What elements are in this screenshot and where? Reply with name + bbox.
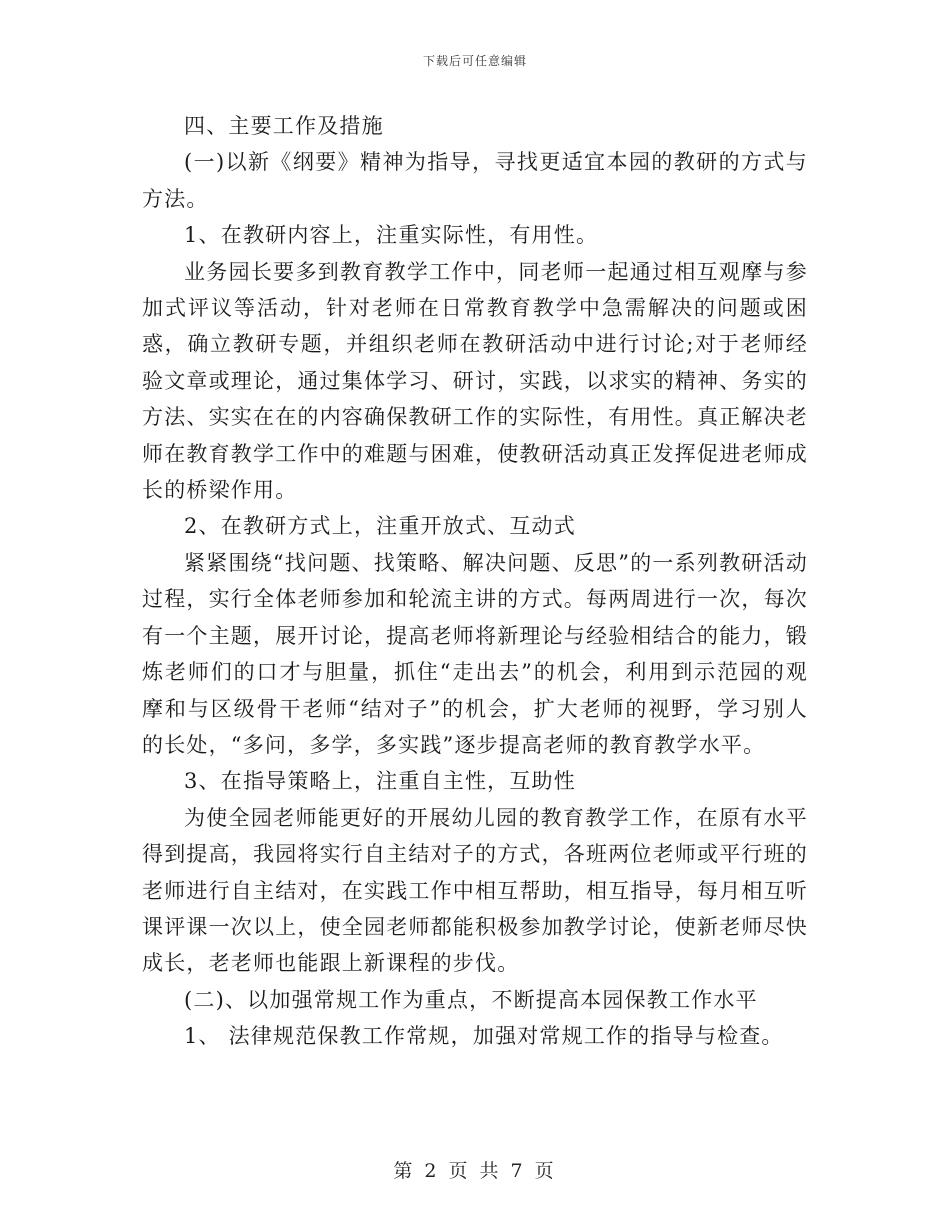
section-heading: 四、主要工作及措施 [184,114,384,138]
page-number-footer: 第 2 页 共 7 页 [393,1160,557,1182]
page-header: 下载后可任意编辑 [422,54,527,68]
item-heading: 1、在教研内容上，注重实际性，有用性。 [184,223,599,248]
body-paragraph: 紧紧围绕“找问题、找策略、解决问题、反思”的一系列教研活动过程，实行全体老师参加和轮流主讲的方式。每两周进行一次，每次有一个主题，展开讨论，提高老师将新理论与经验相结合的能力，锻炼老师们的口才与胆量，抓住“走出去”的机会，利用到示范园的观摩和与区级骨干老师“结对子”的机会，扩大老师的视野，学习别人的长处，“多问，多学，多实践”逐步提高老师的教育教学水平。 [142,550,808,757]
item-heading: 3、在指导策略上，注重自主性，互助性 [184,769,576,794]
body-paragraph: 业务园长要多到教育教学工作中，同老师一起通过相互观摩与参加式评议等活动，针对老师在日常教育教学中急需解决的问题或困惑，确立教研专题，并组织老师在教研活动中进行讨论;对于老师经验文章或理论，通过集体学习、研讨，实践，以求实的精神、务实的方法、实实在在的内容确保教研工作的实际性，有用性。真正解决老师在教育教学工作中的难题与困难，使教研活动真正发挥促进老师成长的桥梁作用。 [142,259,808,503]
subsection-heading: (二)、以加强常规工作为重点，不断提高本园保教工作水平 [184,987,758,1012]
subsection-heading: (一)以新《纲要》精神为指导，寻找更适宜本园的教研的方式与方法。 [142,150,808,211]
body-paragraph: 为使全园老师能更好的开展幼儿园的教育教学工作，在原有水平得到提高，我园将实行自主结对子的方式，各班两位老师或平行班的老师进行自主结对，在实践工作中相互帮助，相互指导，每月相互听课评课一次以上，使全园老师都能积极参加教学讨论，使新老师尽快成长，老老师也能跟上新课程的步伐。 [142,805,808,976]
item-heading: 2、在教研方式上，注重开放式、互动式 [184,514,576,539]
document-body [142,108,808,1055]
item-heading: 1、 法律规范保教工作常规，加强对常规工作的指导与检查。 [184,1024,784,1049]
